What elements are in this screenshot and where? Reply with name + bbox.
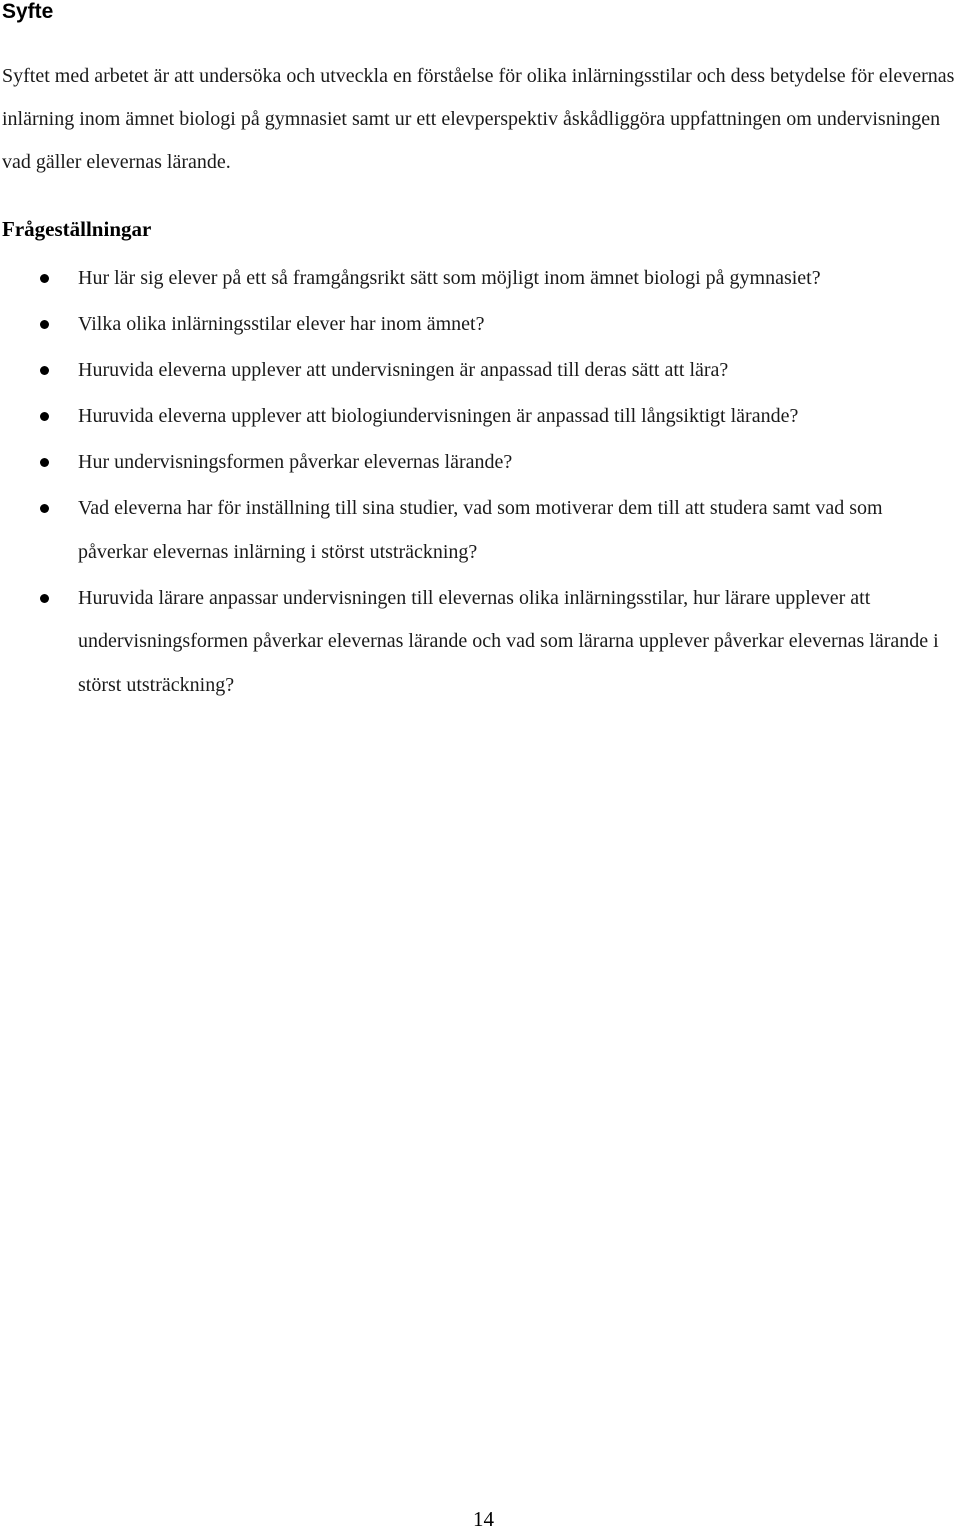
question-item-7 (0, 577, 960, 708)
question-item-5 (0, 441, 960, 485)
bullet-icon (40, 274, 49, 283)
question-item-3 (0, 349, 960, 393)
intro-paragraph: Syftet med arbetet är att undersöka och utveckla en förståelse för olika inlärningsstilar och dess betydelse för elevernas inlärning inom ämnet biologi på gymnasiet samt ur ett elevperspektiv åskådliggöra uppfattningen om undervisningen vad gäller elevernas lärande. (2, 65, 955, 173)
bullet-icon (40, 458, 49, 467)
bullet-icon (40, 412, 49, 421)
bullet-icon (40, 504, 49, 513)
question-text: Vad eleverna har för inställning till sina studier, vad som motiverar dem till att studera samt vad som påverkar elevernas inlärning i störst utsträckning? (78, 497, 883, 563)
bullet-icon (40, 366, 49, 375)
question-item-6 (0, 487, 960, 574)
section-title: Syfte (2, 0, 54, 23)
page-number: 14 (473, 1507, 494, 1531)
bullet-icon (40, 320, 49, 329)
question-text: Hur lär sig elever på ett så framgångsrikt sätt som möjligt inom ämnet biologi på gymnasiet? (78, 267, 821, 289)
question-text: Huruvida eleverna upplever att undervisningen är anpassad till deras sätt att lära? (78, 359, 729, 381)
question-item-1 (0, 257, 960, 301)
question-text: Huruvida lärare anpassar undervisningen till elevernas olika inlärningsstilar, hur lärare upplever att undervisningsformen påverkar elevernas lärande och vad som lärarna upplever påverkar elevernas lärande i störst utsträckning? (78, 586, 939, 696)
question-text: Hur undervisningsformen påverkar elevernas lärande? (78, 451, 513, 473)
question-text: Huruvida eleverna upplever att biologiundervisningen är anpassad till långsiktigt lärande? (78, 405, 799, 427)
question-item-4 (0, 395, 960, 439)
bullet-icon (40, 594, 49, 603)
question-list (0, 257, 960, 710)
question-text: Vilka olika inlärningsstilar elever har inom ämnet? (78, 313, 485, 335)
question-item-2 (0, 303, 960, 347)
subsection-title: Frågeställningar (2, 217, 152, 241)
